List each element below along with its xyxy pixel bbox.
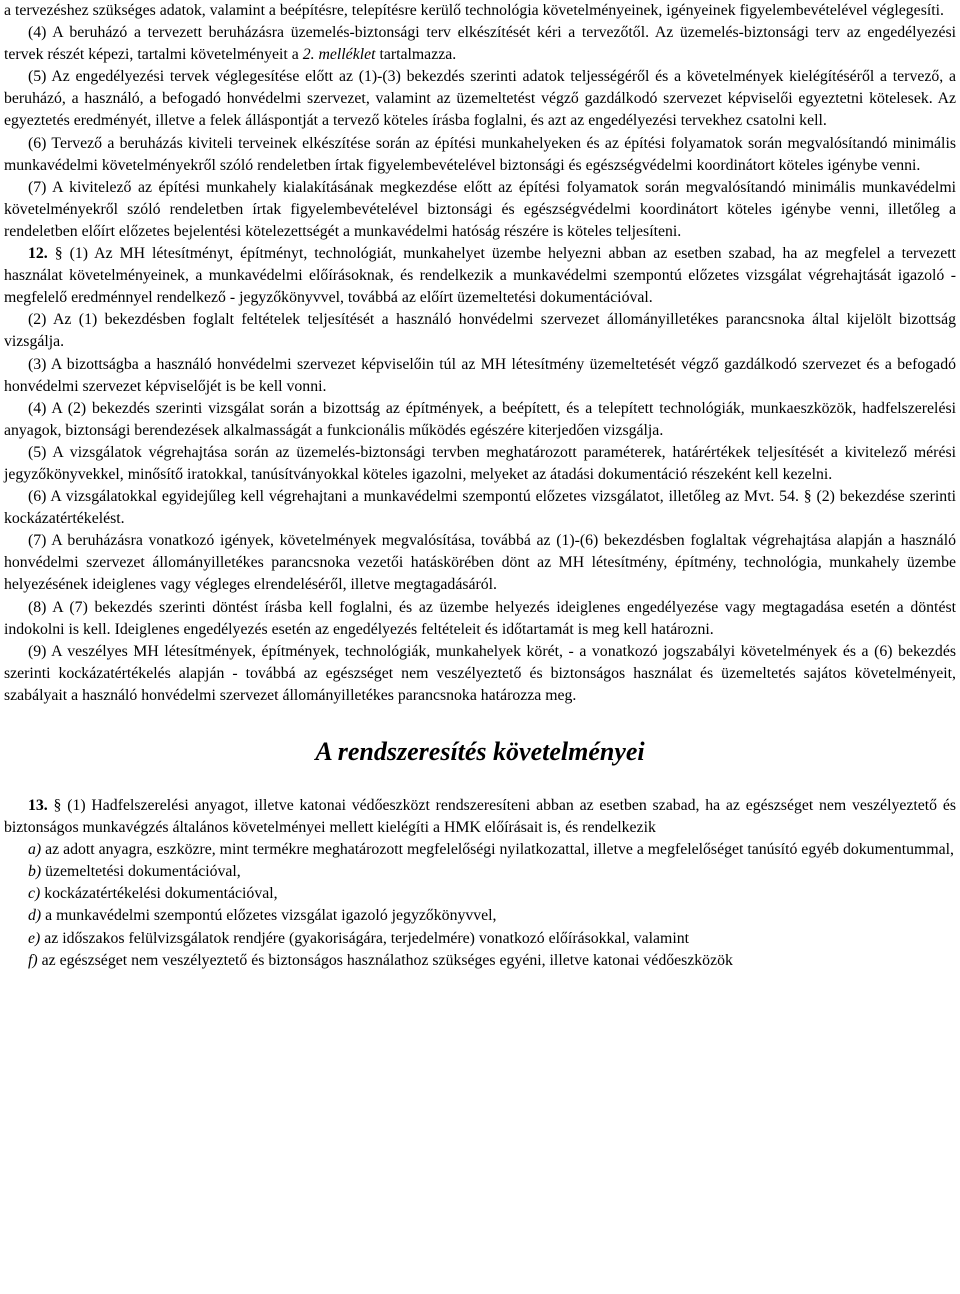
list-item [4,839,956,861]
paragraph-continuation: a tervezéshez szükséges adatok, valamint a beépítésre, telepítésre kerülő technológia követelményeinek, igényeinek figyelembevételével véglegesíti. [4,2,944,19]
section-13-number: 13. [28,797,48,814]
section-12-paragraph: (2) Az (1) bekezdésben foglalt feltételek teljesítését a használó honvédelmi szervezet állományilletékes parancsnoka által kijelölt bizottság vizsgálja. [4,311,956,351]
section-12-paragraph: (5) A vizsgálatok végrehajtása során az üzemelés-biztonsági tervben meghatározott paraméterek, határértékek teljesítését a kivitelező mérési jegyzőkönyvekkel, minősítő iratokkal, tanúsítványokkal köteles igazolni, melyeket az átadási dokumentáció részeként kell kezelni. [4,443,956,483]
list-item [4,883,956,905]
list-item-text: a munkavédelmi szempontú előzetes vizsgálat igazoló jegyzőkönyvvel, [45,907,497,925]
paragraph-4-text: (4) A beruházó a tervezett beruházásra üzemelés-biztonsági terv elkészítését kéri a tervezőtől. Az üzemelés-biztonsági terv az engedélyezési tervek részét képezi, tartalmi követelményeit a [4,24,956,64]
section-heading: A rendszeresítés követelményei [315,737,645,766]
section-12-paragraph: (6) A vizsgálatokkal egyidejűleg kell végrehajtani a munkavédelmi szempontú előzetes vizsgálatot, illetőleg az Mvt. 54. § (2) bekezdése szerinti kockázatértékelést. [4,488,956,528]
list-item-letter: a) [28,841,42,859]
list-item [4,861,956,883]
section-13-first [4,795,956,839]
section-12-paragraph: (3) A bizottságba a használó honvédelmi szervezet képviselőin túl az MH létesítmény üzemeltetését végző gazdálkodó szervezet és a befogadó honvédelmi szervezet képviselőjét is be kell vonni. [4,355,956,395]
list-item-text: az időszakos felülvizsgálatok rendjére (gyakoriságára, terjedelmére) vonatkozó előírásokkal, valamint [44,929,690,947]
section-12-paragraph: (4) A (2) bekezdés szerinti vizsgálat során a bizottság az építmények, a beépített, és a telepített technológiák, munkaeszközök, hadfelszerelési anyagok, biztonsági berendezések alkalmasságát a funkcionális működés egészére kiterjedően vizsgálja. [4,399,956,439]
list-item-letter: e) [28,929,41,947]
list-item-text: az egészséget nem veszélyeztető és biztonságos használathoz szükséges egyéni, illetve katonai védőeszközök [41,951,733,969]
list-item [4,928,956,950]
list-item-letter: f) [28,951,38,969]
paragraph-4-end: tartalmazza. [375,46,457,64]
section-13-text: § (1) Hadfelszerelési anyagot, illetve katonai védőeszközt rendszeresíteni abban az esetben szabad, ha az egészséget nem veszélyeztető és biztonságos munkavégzés általános követelményei mellett kielégíti a HMK előírásait is, és rendelkezik [4,797,956,837]
annex-reference: 2. melléklet [302,46,376,64]
list-item-text: kockázatértékelési dokumentációval, [44,885,278,903]
list-item-letter: b) [28,863,42,881]
section-12-first [4,243,956,309]
section-12-number: 12. [28,245,48,263]
list-item-text: az adott anyagra, eszközre, mint termékre meghatározott megfelelőségi nyilatkozattal, illetve a megfelelőséget tanúsító egyéb dokumentummal, [45,841,954,859]
section-12-paragraph: (7) A beruházásra vonatkozó igények, követelmények megvalósítása, továbbá az (1)-(6) bekezdésben foglaltak végrehajtása alapján a használó honvédelmi szervezet állományilletékes parancsnoka vezetői hatáskörében dönt az MH létesítmény, építmény, technológia, munkahely üzembe helyezésének ideiglenes vagy végleges elrendeléséről, illetve megtagadásáról. [4,532,956,594]
paragraph-7: (7) A kivitelező az építési munkahely kialakításának megkezdése előtt az építési folyamatok során megvalósítandó minimális munkavédelmi követelményekről szóló rendeletben írtak figyelembevételével biztonsági és egészségvédelmi koordinátort köteles igénybe venni, illetőleg a rendeletben előírt előzetes bejelentési kötelezettségét a munkavédelmi hatóság részére is köteles teljesíteni. [4,178,956,240]
list-item-letter: d) [28,907,42,925]
list-item [4,905,956,927]
list-item-text: üzemeltetési dokumentációval, [45,863,241,881]
paragraph-6: (6) Tervező a beruházás kiviteli terveinek elkészítése során az építési munkahelyeken és az építési folyamatok során megvalósítandó minimális munkavédelmi követelményekről szóló rendeletben írtak figyelembevételével biztonsági és egészségvédelmi koordinátort köteles igénybe venni. [4,134,956,174]
list-item-letter: c) [28,885,41,903]
section-12-paragraph: (8) A (7) bekezdés szerinti döntést írásba kell foglalni, és az üzembe helyezés ideiglenes engedélyezése vagy megtagadása esetén a döntést indokolni is kell. Ideiglenes engedélyezés esetén az engedélyezés feltételeit és időtartamát is meg kell határozni. [4,598,956,638]
section-12-paragraph: (9) A veszélyes MH létesítmények, építmények, technológiák, munkahelyek körét, - a vonatkozó jogszabályi követelmények és a (6) bekezdés szerinti kockázatértékelés alapján - továbbá az egészséget nem veszélyeztető és biztonságos használat és üzemeltetés sajátos követelményeit, szabályait a használó honvédelmi szervezet állományilletékes parancsnoka határozza meg. [4,642,956,704]
section-12-text: § (1) Az MH létesítményt, építményt, technológiát, munkahelyet üzembe helyezni abban az esetben szabad, ha az megfelel a tervezett használat követelményeinek, a munkavédelmi előírásoknak, és rendelkezik a munkavédelmi szempontú előzetes vizsgálat végrehajtását igazoló - megfelelő eredménnyel rendelkező - jegyzőkönyvvel, továbbá az előírt üzemeltetési dokumentációval. [4,245,957,307]
paragraph-4 [4,22,956,66]
list-item [4,950,956,972]
paragraph-5: (5) Az engedélyezési tervek véglegesítése előtt az (1)-(3) bekezdés szerinti adatok teljességéről és a követelmények kielégítéséről a tervező, a beruházó, a használó, a befogadó honvédelmi szervezet, valamint az üzemeltetést végző gazdálkodó szervezet képviselői egyeztetni kötelesek. Az egyeztetés eredményét, illetve a felek álláspontját a tervező köteles írásba foglalni, és azt az engedélyezési tervekhez csatolni kell. [4,68,956,130]
